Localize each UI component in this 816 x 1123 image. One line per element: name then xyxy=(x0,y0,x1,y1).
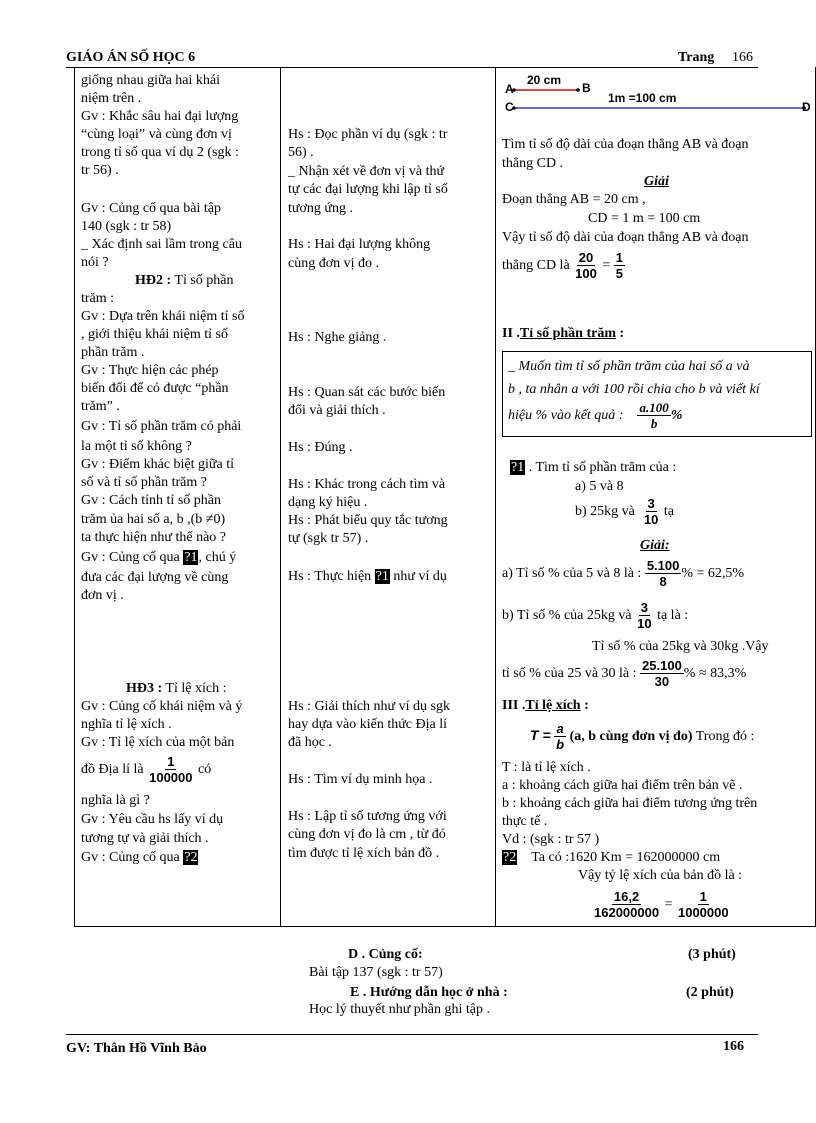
rule-formula-line xyxy=(508,398,682,434)
ratio-fraction-1 xyxy=(573,250,599,281)
col2-line: 56) . xyxy=(288,145,314,160)
col2-line: Hs : Lập tỉ số tương ứng với xyxy=(288,809,447,824)
hd3-text: Tỉ lệ xích : xyxy=(165,681,227,696)
label-d: D xyxy=(802,100,811,114)
scale-answer-line: $\frac{16,2}{162000000}$ = $\frac{1}{1000000}$ xyxy=(594,889,729,921)
fraction-denominator: 100 xyxy=(575,266,597,282)
col2-line: _ Nhận xét về đơn vị và thứ xyxy=(288,164,445,179)
col2-line: tương ứng . xyxy=(288,201,353,216)
definition-line: thực tế . xyxy=(502,814,548,829)
col2-line: Hs : Đọc phần ví dụ (sgk : tr xyxy=(288,127,448,142)
scale-formula-line xyxy=(530,716,754,756)
fraction-denominator: 162000000 xyxy=(594,905,660,921)
col1-line: Gv : Tỉ số phần trăm có phải xyxy=(81,419,242,434)
consolidation-heading: D . Củng cố: xyxy=(348,947,423,962)
percent-sign: % xyxy=(670,408,683,423)
rule-prefix: hiệu % vào kết quả : xyxy=(508,408,624,423)
header-rule xyxy=(66,67,758,68)
cungco-suffix: , chú ý xyxy=(198,550,237,565)
col3-line: Đoạn thẳng AB = 20 cm , xyxy=(502,192,646,207)
fraction-numerator: 1 xyxy=(699,889,707,905)
col2-thuchien-line xyxy=(288,568,447,586)
col1-line: đơn vị . xyxy=(81,588,124,603)
col1-line: trong tỉ số qua ví dụ 2 (sgk : xyxy=(81,145,239,160)
col1-line: niệm trên . xyxy=(81,91,142,106)
col2-line: hay dựa vào kiến thức Địa lí xyxy=(288,717,448,732)
q2-line-2: Vậy tỷ lệ xích của bản đồ là : xyxy=(578,868,743,883)
ratio-prefix: thẳng CD là xyxy=(502,258,570,273)
q1-b-prefix: b) 25kg và xyxy=(575,504,635,519)
percent-formula xyxy=(637,400,670,431)
col2-line: dạng ký hiệu . xyxy=(288,495,368,510)
q1-text: . Tìm tỉ số phần trăm của : xyxy=(528,460,677,475)
col1-line: đưa các đại lượng về cùng xyxy=(81,570,229,585)
fraction-denominator: 10 xyxy=(637,616,652,632)
definition-line: b : khoảng cách giữa hai điểm tương ứng trên xyxy=(502,796,758,811)
answer-a-result: % = 62,5% xyxy=(681,566,745,581)
cungco-prefix: Gv : Củng cố qua xyxy=(81,850,180,865)
hd2-heading xyxy=(135,272,234,290)
col2-line: Hs : Khác trong cách tìm và xyxy=(288,477,446,492)
answer-b-line xyxy=(502,598,688,634)
col2-line: Hs : Phát biểu quy tắc tương xyxy=(288,513,448,528)
col1-line: 140 (sgk : tr 58) xyxy=(81,219,172,234)
fraction-numerator: a.100 xyxy=(639,400,669,416)
label-cd-length: 1m =100 cm xyxy=(608,91,677,105)
col1-line: trăm” . xyxy=(81,399,120,414)
page-number: 166 xyxy=(732,50,753,65)
question-2-badge: ?2 xyxy=(503,850,517,865)
col1-line: giống nhau giữa hai khái xyxy=(81,73,221,88)
q2-text: Ta có :1620 Km = 162000000 cm xyxy=(531,850,721,865)
q1-part-b xyxy=(575,494,674,530)
fraction-numerator: 1 xyxy=(615,250,623,266)
homework-heading: E . Hướng dẫn học ở nhà : xyxy=(350,985,508,1000)
q1-line xyxy=(510,459,676,477)
col2-line: tự các đại lượng khi lập tỉ số xyxy=(288,182,448,197)
col1-line: Gv : Củng cố qua bài tập xyxy=(81,201,221,216)
scale-fraction-1 xyxy=(592,889,661,920)
column-divider-1 xyxy=(280,67,281,927)
homework-text: Học lý thuyết như phần ghi tập . xyxy=(309,1002,491,1017)
page-label: Trang xyxy=(678,50,715,65)
fraction-numerator: 20 xyxy=(578,250,594,266)
col1-line: tương tự và giải thích . xyxy=(81,831,209,846)
fraction-denominator: 30 xyxy=(654,674,670,690)
answer-b-line-2: Tỉ số % của 25kg và 30kg .Vậy xyxy=(592,639,769,654)
col1-line: nói ? xyxy=(81,255,109,270)
scale-fraction-2 xyxy=(676,889,731,920)
col2-line: đã học . xyxy=(288,735,332,750)
col2-line: Hs : Tìm ví dụ minh họa . xyxy=(288,772,433,787)
map-scale-fraction xyxy=(147,754,194,785)
answer-b-prefix: b) Tỉ số % của 25kg và xyxy=(502,608,632,623)
label-ab-length: 20 cm xyxy=(527,73,562,87)
col1-line: tr 56) . xyxy=(81,163,119,178)
section-colon: : xyxy=(619,326,625,341)
answer-b-suffix: tạ là : xyxy=(657,608,689,623)
col1-line: Gv : Thực hiện các phép xyxy=(81,363,219,378)
section-3-heading xyxy=(502,697,589,715)
col1-q2-line xyxy=(81,849,198,867)
col3-line: CD = 1 m = 100 cm xyxy=(588,211,701,226)
fraction-denominator: 10 xyxy=(643,512,659,528)
map-prefix: đồ Địa lí là xyxy=(81,762,144,777)
col1-line: biến đổi để có được “phần xyxy=(81,381,229,396)
answer-b3-prefix: tỉ số % của 25 và 30 là : xyxy=(502,666,637,681)
ratio-fraction-2 xyxy=(614,250,625,281)
col1-line: la một tỉ số không ? xyxy=(81,439,192,454)
column-divider-2 xyxy=(495,67,496,927)
document-title: GIÁO ÁN SỐ HỌC 6 xyxy=(66,50,196,65)
col1-line: Gv : Khắc sâu hai đại lượng xyxy=(81,109,239,124)
section-title: Tỉ lệ xích xyxy=(525,698,581,713)
answer-b-result: % ≈ 83,3% xyxy=(683,666,747,681)
section-title: Tỉ số phần trăm xyxy=(519,326,616,341)
rule-line: b , ta nhân a với 100 rồi chia cho b và viết kí xyxy=(508,382,760,397)
formula-where: Trong đó : xyxy=(695,729,755,744)
fraction-numerator: 25.100 xyxy=(642,658,682,674)
col1-line: Gv : Củng cố khái niệm và ý xyxy=(81,699,243,714)
col1-line: trăm ủa hai số a, b ,(b ≠0) xyxy=(81,512,226,527)
fraction-denominator: 5 xyxy=(615,266,623,282)
col3-line: Vậy tỉ số độ dài của đoạn thẳng AB và đoạn xyxy=(502,230,749,245)
question-1-badge: ?1 xyxy=(511,460,525,475)
col1-line: ta thực hiện như thế nào ? xyxy=(81,530,227,545)
point-b xyxy=(576,88,580,92)
answer-b-fraction-2 xyxy=(640,658,684,689)
col2-line: cùng đơn vị đo là cm , từ đó xyxy=(288,827,446,842)
footer-rule xyxy=(66,1034,758,1035)
col1-line: Gv : Yêu cầu hs lấy ví dụ xyxy=(81,812,224,827)
section-2-heading xyxy=(502,325,624,343)
col1-line: trăm : xyxy=(81,291,115,306)
label-c: C xyxy=(505,100,514,114)
thuchien-suffix: như ví dụ xyxy=(393,569,447,584)
col3-line: Tìm tỉ số độ dài của đoạn thẳng AB và đoạn xyxy=(502,137,749,152)
label-b: B xyxy=(582,81,591,95)
definition-line: T : là tỉ lệ xích . xyxy=(502,760,591,775)
col1-line: số và tỉ số phần trăm ? xyxy=(81,475,207,490)
answer-a-prefix: a) Tỉ số % của 5 và 8 là : xyxy=(502,566,642,581)
col1-cungco-line xyxy=(81,549,236,567)
q1-b-fraction xyxy=(642,496,660,527)
scale-formula-fraction xyxy=(554,721,566,752)
col2-line: tìm được tỉ lệ xích bản đồ . xyxy=(288,846,440,861)
col1-line: Gv : Cách tính tỉ số phần xyxy=(81,493,221,508)
fraction-denominator: 100000 xyxy=(149,770,193,786)
col1-line: nghĩa tỉ lệ xích . xyxy=(81,717,172,732)
col2-line: Hs : Hai đại lượng không xyxy=(288,237,431,252)
answer-b-fraction xyxy=(635,600,653,631)
answer-a-fraction xyxy=(645,558,682,589)
fraction-denominator: 1000000 xyxy=(677,905,729,921)
map-scale-line xyxy=(81,753,211,787)
col3-line: thẳng CD . xyxy=(502,156,564,171)
col1-line: nghĩa là gì ? xyxy=(81,793,150,808)
definition-line: a : khoảng cách giữa hai điểm trên bản vẽ . xyxy=(502,778,743,793)
col2-line: Hs : Nghe giảng . xyxy=(288,330,387,345)
col2-line: Hs : Đúng . xyxy=(288,440,353,455)
cungco-prefix: Gv : Củng cố qua xyxy=(81,550,180,565)
q2-line xyxy=(502,849,720,867)
definition-line: Vd : (sgk : tr 57 ) xyxy=(502,832,600,847)
col1-line: Gv : Tỉ lệ xích của một bản xyxy=(81,735,235,750)
formula-condition: (a, b cùng đơn vị đo) xyxy=(569,729,693,744)
fraction-denominator: b xyxy=(556,737,565,753)
col2-line: Hs : Quan sát các bước biến xyxy=(288,385,446,400)
col1-line: “cùng loại” và cùng đơn vị xyxy=(81,127,232,142)
fraction-denominator: b xyxy=(650,416,658,432)
col2-line: tự (sgk tr 57) . xyxy=(288,531,369,546)
fraction-numerator: 3 xyxy=(647,496,655,512)
fraction-numerator: 3 xyxy=(640,600,648,616)
q1-b-suffix: tạ xyxy=(663,504,674,519)
section-number: II . xyxy=(502,326,520,341)
teacher-name: GV: Thân Hồ Vĩnh Bảo xyxy=(66,1041,207,1056)
footer-page-number: 166 xyxy=(723,1039,744,1054)
homework-time: (2 phút) xyxy=(686,985,734,1000)
rule-line: _ Muốn tìm tỉ số phần trăm của hai số a và xyxy=(508,359,750,374)
consolidation-text: Bài tập 137 (sgk : tr 57) xyxy=(309,965,443,980)
fraction-numerator: a xyxy=(556,721,564,737)
col2-line: Hs : Giải thích như ví dụ sgk xyxy=(288,699,450,714)
fraction-numerator: 16,2 xyxy=(613,889,640,905)
col2-line: đổi và giải thích . xyxy=(288,403,386,418)
col1-line: phần trăm . xyxy=(81,345,145,360)
answer-a-line xyxy=(502,556,744,592)
fraction-denominator: 8 xyxy=(659,574,667,590)
section-colon: : xyxy=(584,698,589,713)
question-1-badge: ?1 xyxy=(184,550,198,565)
map-suffix: có xyxy=(198,762,212,777)
col2-line: cùng đơn vị đo . xyxy=(288,256,380,271)
q1-part-a: a) 5 và 8 xyxy=(575,479,624,494)
answer-b-line-3 xyxy=(502,656,746,692)
hd3-label: HĐ3 : xyxy=(126,681,163,696)
label-a: A xyxy=(505,82,514,96)
col1-line: , giới thiệu khái niệm tỉ số xyxy=(81,327,228,342)
fraction-numerator: 1 xyxy=(167,754,175,770)
section-number: III . xyxy=(502,698,526,713)
solution-heading-2: Giải: xyxy=(640,538,670,553)
thuchien-prefix: Hs : Thực hiện xyxy=(288,569,372,584)
col1-line: Gv : Điểm khác biệt giữa tỉ xyxy=(81,457,234,472)
hd3-heading xyxy=(126,680,226,698)
table-left-border xyxy=(74,67,75,927)
hd2-text: Tỉ số phần xyxy=(174,273,234,288)
consolidation-time: (3 phút) xyxy=(688,947,736,962)
col1-line: Gv : Dựa trên khái niệm tỉ số xyxy=(81,309,245,324)
solution-heading: Giải xyxy=(644,174,669,189)
hd2-label: HĐ2 : xyxy=(135,273,172,288)
formula-t: T = xyxy=(530,727,551,743)
question-1-badge: ?1 xyxy=(375,569,389,584)
fraction-numerator: 5.100 xyxy=(646,558,680,574)
table-bottom-border xyxy=(74,926,816,927)
ratio-answer-line: thẳng CD là $\frac{20}{100}$ = $\frac{1}{5}$ xyxy=(502,250,623,282)
question-2-badge: ?2 xyxy=(184,850,198,865)
col1-line: _ Xác định sai lầm trong câu xyxy=(81,237,242,252)
